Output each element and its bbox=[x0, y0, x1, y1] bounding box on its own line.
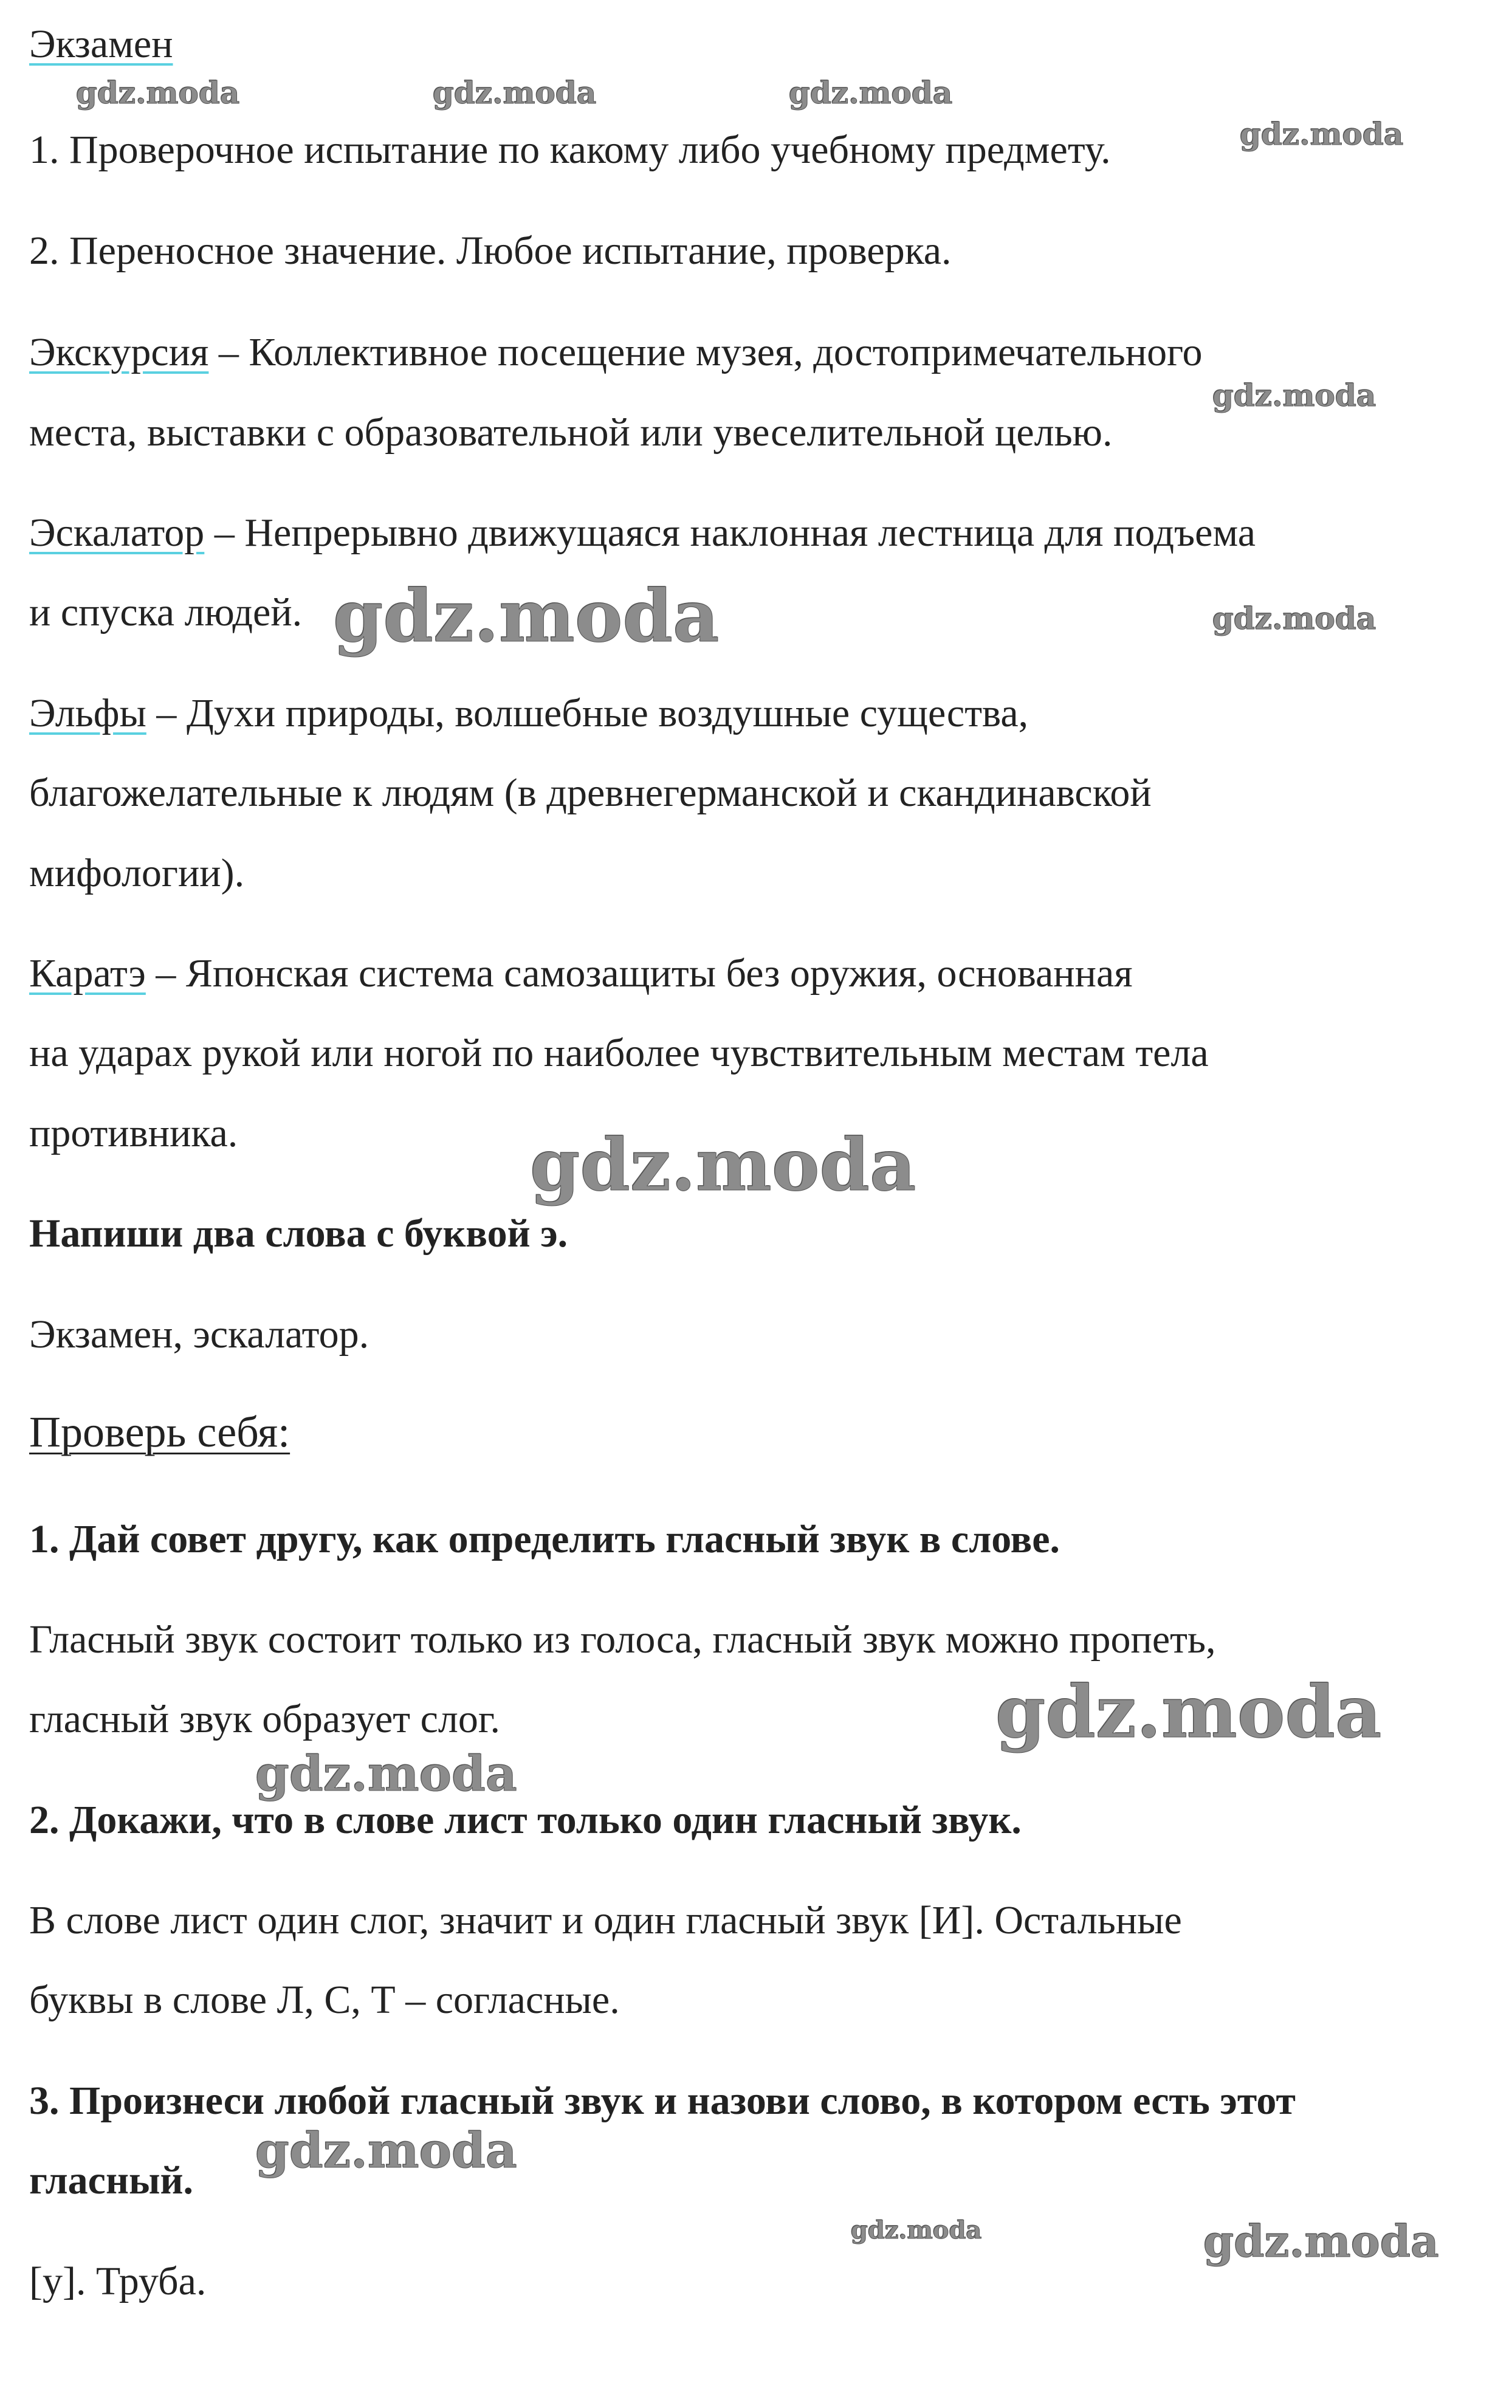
watermark: gdz.moda bbox=[1240, 116, 1404, 152]
check-question-3-line-2: гласный. bbox=[29, 2158, 194, 2203]
watermark: gdz.moda bbox=[333, 574, 720, 658]
watermark: gdz.moda bbox=[995, 1670, 1382, 1754]
exam-definition-2: 2. Переносное значение. Любое испытание, проверка. bbox=[29, 229, 952, 273]
check-question-1: 1. Дай совет другу, как определить гласный звук в слове. bbox=[29, 1517, 1060, 1561]
watermark: gdz.moda bbox=[255, 1745, 517, 1802]
check-heading: Проверь себя: bbox=[29, 1408, 290, 1456]
task-question: Напиши два слова с буквой э. bbox=[29, 1211, 568, 1256]
watermark: gdz.moda bbox=[255, 2122, 517, 2179]
elves-line-1: Эльфы – Духи природы, волшебные воздушные существа, bbox=[29, 691, 1029, 735]
watermark: gdz.moda bbox=[789, 75, 953, 111]
karate-line-3: противника. bbox=[29, 1111, 238, 1155]
escalator-line-2: и спуска людей. bbox=[29, 590, 303, 635]
check-answer-2-line-2: буквы в слове Л, С, Т – согласные. bbox=[29, 1978, 620, 2022]
check-question-2: 2. Докажи, что в слове лист только один гласный звук. bbox=[29, 1798, 1022, 1842]
watermark: gdz.moda bbox=[433, 75, 597, 111]
term-exam: Экзамен bbox=[29, 22, 173, 66]
term-excursion: Экскурсия bbox=[29, 330, 209, 374]
term-karate: Каратэ bbox=[29, 951, 146, 996]
excursion-line-1: Экскурсия – Коллективное посещение музея, достопримечательного bbox=[29, 330, 1203, 374]
watermark: gdz.moda bbox=[76, 75, 240, 111]
check-answer-1-line-1: Гласный звук состоит только из голоса, гласный звук можно пропеть, bbox=[29, 1617, 1216, 1662]
check-answer-1-line-2: гласный звук образует слог. bbox=[29, 1697, 500, 1741]
elves-line-2: благожелательные к людям (в древнегерманской и скандинавской bbox=[29, 771, 1152, 815]
watermark: gdz.moda bbox=[1212, 600, 1376, 636]
escalator-line-1: Эскалатор – Непрерывно движущаяся наклонная лестница для подъема bbox=[29, 511, 1256, 555]
watermark: gdz.moda bbox=[851, 2216, 982, 2245]
term-elves: Эльфы bbox=[29, 691, 146, 735]
elves-line-3: мифологии). bbox=[29, 851, 245, 895]
check-answer-2-line-1: В слове лист один слог, значит и один гласный звук [И]. Остальные bbox=[29, 1898, 1182, 1942]
karate-line-1: Каратэ – Японская система самозащиты без оружия, основанная bbox=[29, 951, 1133, 996]
exam-definition-1: 1. Проверочное испытание по какому либо учебному предмету. bbox=[29, 128, 1111, 172]
watermark: gdz.moda bbox=[530, 1123, 916, 1207]
excursion-line-2: места, выставки с образовательной или увеселительной целью. bbox=[29, 410, 1113, 455]
watermark: gdz.moda bbox=[1212, 377, 1376, 413]
check-question-3-line-1: 3. Произнеси любой гласный звук и назови слово, в котором есть этот bbox=[29, 2079, 1296, 2123]
check-answer-3: [у]. Труба. bbox=[29, 2259, 207, 2303]
watermark: gdz.moda bbox=[1203, 2215, 1439, 2267]
karate-line-2: на ударах рукой или ногой по наиболее чувствительным местам тела bbox=[29, 1031, 1209, 1075]
task-answer: Экзамен, эскалатор. bbox=[29, 1312, 369, 1357]
term-escalator: Эскалатор bbox=[29, 511, 205, 555]
